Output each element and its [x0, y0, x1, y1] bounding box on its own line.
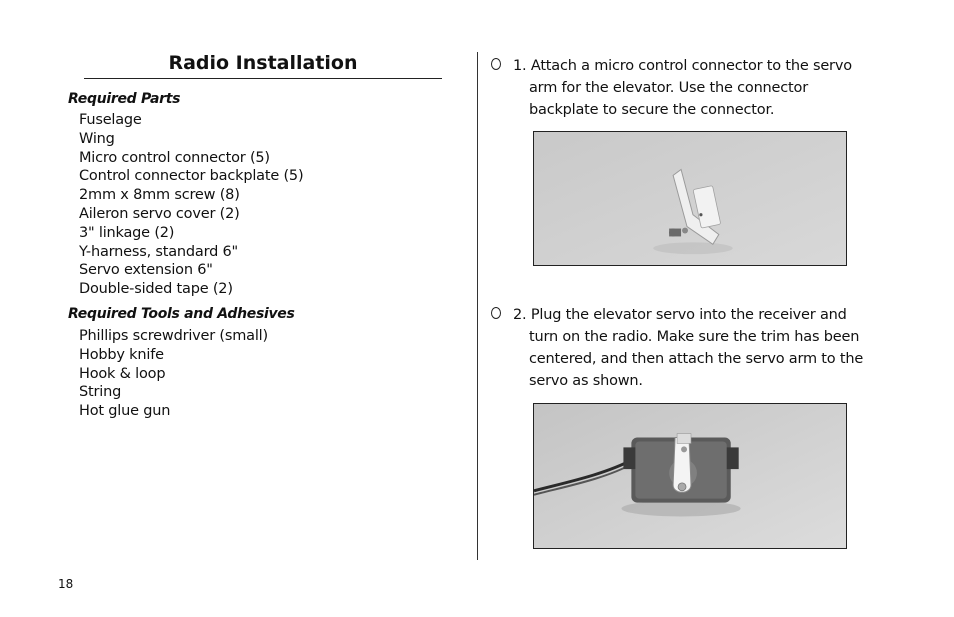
circle-checkbox-icon[interactable] — [491, 307, 501, 319]
page-number: 18 — [58, 577, 74, 591]
required-parts-heading: Required Parts — [68, 91, 181, 107]
elevator-servo-photo — [534, 404, 846, 548]
step-2-photo — [533, 403, 847, 549]
step-2 — [491, 304, 871, 392]
list-item: Wing — [79, 130, 115, 147]
page-title: Radio Installation — [168, 52, 358, 74]
list-item: 2mm x 8mm screw (8) — [79, 187, 240, 204]
list-item: String — [79, 384, 122, 401]
list-item: Hot glue gun — [79, 403, 171, 420]
left-column — [0, 0, 470, 617]
column-divider — [477, 52, 478, 560]
step-1-text — [491, 55, 871, 121]
list-item: Y-harness, standard 6" — [79, 243, 239, 260]
step-1-instruction: Attach a micro control connector to the servo arm for the elevator. Use the connector backplate to secure the connector. — [529, 58, 852, 118]
circle-checkbox-icon[interactable] — [491, 58, 501, 70]
list-item: Hook & loop — [79, 365, 166, 382]
control-connector-photo — [534, 132, 846, 265]
step-2-number: 2. — [513, 307, 527, 323]
list-item: Control connector backplate (5) — [79, 168, 304, 185]
step-1 — [491, 55, 871, 121]
list-item: Servo extension 6" — [79, 262, 213, 279]
list-item: Double-sided tape (2) — [79, 281, 233, 298]
step-2-text — [491, 304, 871, 392]
list-item: Fuselage — [79, 112, 142, 128]
list-item: 3" linkage (2) — [79, 224, 175, 241]
required-tools-heading: Required Tools and Adhesives — [68, 306, 295, 322]
list-item: Hobby knife — [79, 346, 164, 363]
step-2-instruction: Plug the elevator servo into the receiver and turn on the radio. Make sure the trim has been centered, and then attach the servo arm to the servo as shown. — [529, 307, 864, 389]
list-item: Phillips screwdriver (small) — [79, 328, 268, 344]
list-item: Micro control connector (5) — [79, 149, 270, 166]
step-1-photo — [533, 131, 847, 266]
title-rule — [84, 78, 442, 79]
list-item: Aileron servo cover (2) — [79, 205, 240, 222]
required-parts-list — [79, 111, 303, 299]
required-tools-list — [79, 327, 268, 421]
step-1-number: 1. — [513, 58, 527, 74]
